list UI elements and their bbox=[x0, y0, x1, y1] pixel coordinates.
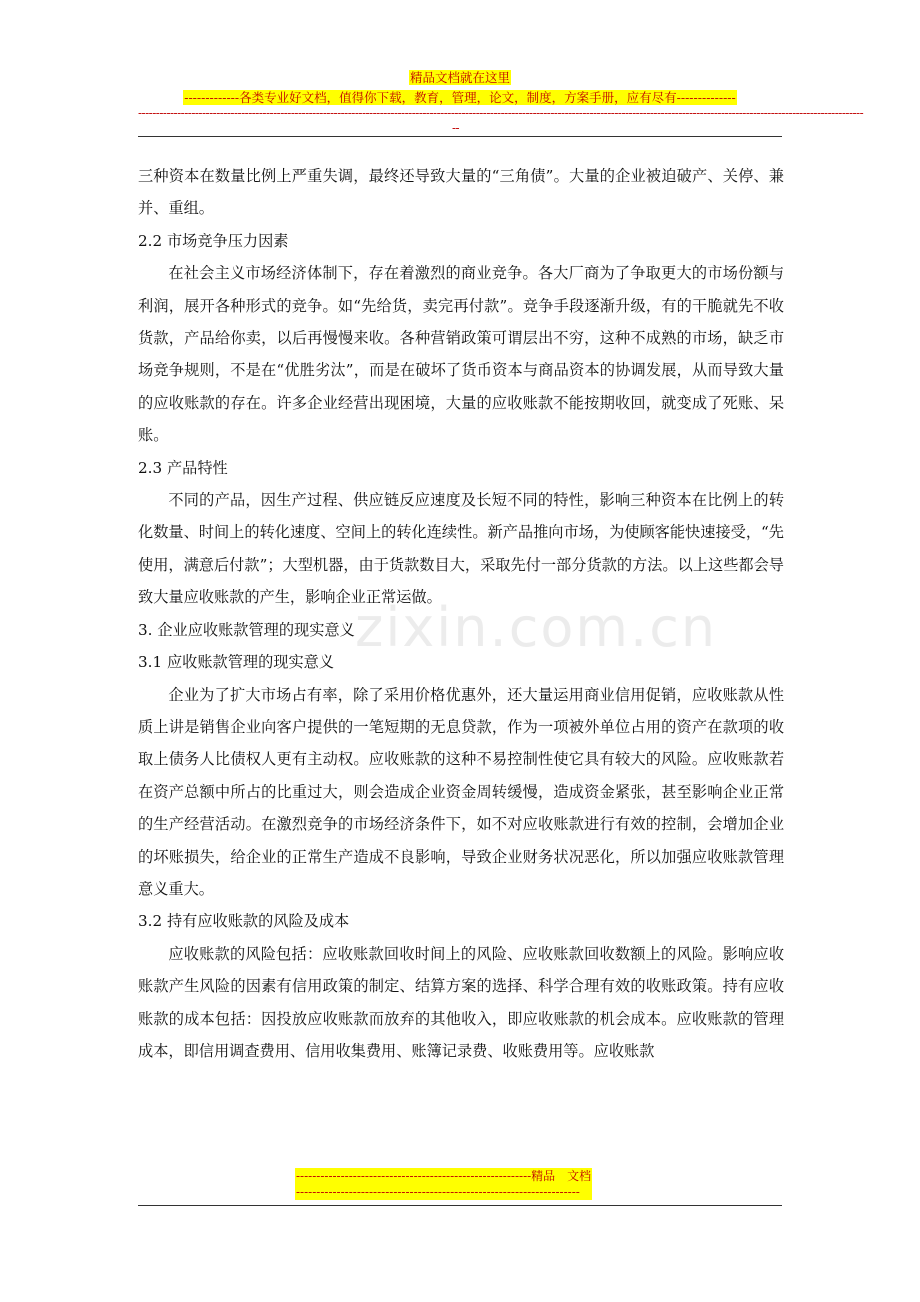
footer-line-2: ---------------------------------------------------------------------- bbox=[295, 1184, 592, 1200]
footer-divider bbox=[138, 1205, 782, 1206]
footer-line-1: ----------------------------------------------------------精品 文档 bbox=[296, 1169, 592, 1183]
header-subtitle-row bbox=[0, 87, 920, 106]
watermark: zixin.com.cn bbox=[355, 596, 718, 659]
section-heading-2-3: 2.3 产品特性 bbox=[138, 458, 228, 477]
header-dash-line: ------------------------------------------------------------------------------------------------------------------------------------------------------------------------------------------------------------ bbox=[138, 106, 864, 120]
footer bbox=[295, 1168, 592, 1200]
header-divider bbox=[138, 136, 782, 137]
header-dash-tail: -- bbox=[452, 121, 460, 135]
paragraph-risk-and-cost: 应收账款的风险包括：应收账款回收时间上的风险、应收账款回收数额上的风险。影响应收账款产生风险的因素有信用政策的制定、结算方案的选择、科学合理有效的收账政策。持有应收账款的成本包括：因投放应收账款而放弃的其他收入，即应收账款的机会成本。应收账款的管理成本，即信用调查费用、信用收集费用、账簿记录费、收账费用等。应收账款 bbox=[138, 944, 784, 1060]
section-heading-3-2: 3.2 持有应收账款的风险及成本 bbox=[138, 912, 350, 931]
section-heading-3: 3. 企业应收账款管理的现实意义 bbox=[138, 620, 355, 639]
header-title-row bbox=[0, 67, 920, 86]
header-subtitle: -------------各类专业好文档，值得你下载，教育，管理，论文，制度，方案手册，应有尽有-------------- bbox=[184, 90, 736, 105]
paragraph-management-significance: 企业为了扩大市场占有率，除了采用价格优惠外，还大量运用商业信用促销，应收账款从性质上讲是销售企业向客户提供的一笔短期的无息贷款，作为一项被外单位占用的资产在款项的收取上债务人比债权人更有主动权。应收账款的这种不易控制性使它具有较大的风险。应收账款若在资产总额中所占的比重过大，则会造成企业资金周转缓慢，造成资金紧张，甚至影响企业正常的生产经营活动。在激烈竞争的市场经济条件下，如不对应收账款进行有效的控制，会增加企业的坏账损失，给企业的正常生产造成不良影响，导致企业财务状况恶化，所以加强应收账款管理意义重大。 bbox=[138, 685, 784, 898]
paragraph-continuation: 三种资本在数量比例上严重失调，最终还导致大量的“三角债”。大量的企业被迫破产、关停、兼并、重组。 bbox=[138, 167, 784, 218]
paragraph-product-features: 不同的产品，因生产过程、供应链反应速度及长短不同的特性，影响三种资本在比例上的转化数量、时间上的转化速度、空间上的转化连续性。新产品推向市场，为使顾客能快速接受，“先使用，满意后付款”；大型机器，由于货款数目大，采取先付一部分货款的方法。以上这些都会导致大量应收账款的产生，影响企业正常运做。 bbox=[138, 491, 784, 607]
header-title: 精品文档就在这里 bbox=[409, 70, 510, 85]
paragraph-market-competition: 在社会主义市场经济体制下，存在着激烈的商业竞争。各大厂商为了争取更大的市场份额与利润，展开各种形式的竞争。如“先给货，卖完再付款”。竞争手段逐渐升级，有的干脆就先不收货款，产品给你卖，以后再慢慢来收。各种营销政策可谓层出不穷，这种不成熟的市场，缺乏市场竞争规则，不是在“优胜劣汰”，而是在破坏了货币资本与商品资本的协调发展，从而导致大量的应收账款的存在。许多企业经营出现困境，大量的应收账款不能按期收回，就变成了死账、呆账。 bbox=[138, 264, 784, 445]
section-heading-2-2: 2.2 市场竞争压力因素 bbox=[138, 231, 289, 250]
document-body bbox=[138, 160, 784, 1067]
section-heading-3-1: 3.1 应收账款管理的现实意义 bbox=[138, 653, 335, 672]
